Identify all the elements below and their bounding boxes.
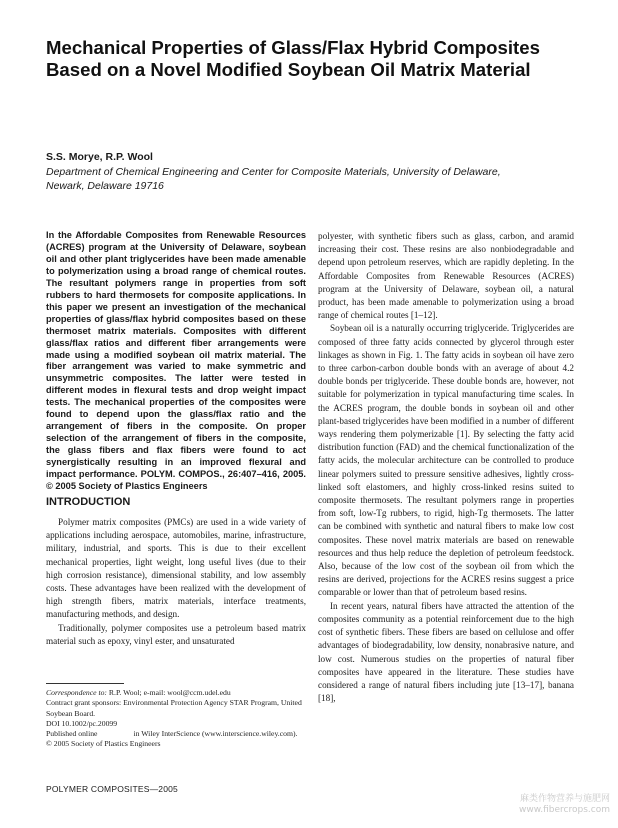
footnote-rule <box>46 683 124 684</box>
watermark <box>519 794 610 816</box>
footnote-correspondence <box>46 688 308 698</box>
article-title: Mechanical Properties of Glass/Flax Hybrid Composites Based on a Novel Modified Soybean Oil Matrix Material <box>46 37 540 80</box>
footnote-published <box>46 729 308 739</box>
running-footer: POLYMER COMPOSITES—2005 <box>46 784 178 794</box>
abstract: In the Affordable Composites from Renewable Resources (ACRES) program at the University of Delaware, soybean oil and other plant triglycerides have been made amenable to polymerization using a broad range of chemical routes. The resultant polymers range in properties from soft rubbers to hard thermosets for composite applications. In this paper we present an investigation of the mechanical properties of glass/flax hybrid composites based on these thermoset matrix materials. Composites with different glass/flax ratios and different fiber arrangements were made using a modified soybean oil matrix material. The fiber arrangement was varied to make symmetric and unsymmetric composites. The latter were tested in different modes in flexural tests and drop weight impact tests. The mechanical properties of the composites were found to depend upon the glass/flax ratio and the arrangement of fibers in the composite. On proper selection of the arrangement of fibers in the composite, the glass fibers and flax fibers were found to act synergistically resulting in an improved flexural and impact performance. POLYM. COMPOS., 26:407–416, 2005. © 2005 Society of Plastics Engineers <box>46 230 306 492</box>
abstract-column <box>46 230 306 493</box>
introduction-left-column <box>46 516 306 648</box>
intro-paragraph: Polymer matrix composites (PMCs) are used in a wide variety of applications including aerospace, automobiles, marine, infrastructure, military, industrial, and sports. This is due to their excellent mechanical properties, light weight, long useful lives (due to their high corrosion resistance), dimensional stability, and low assembly costs. These advantages have been realized with the development of high strength fibers, matrix materials, interface treatments, manufacturing methods, and design. <box>46 517 306 620</box>
intro-paragraph: In recent years, natural fibers have attracted the attention of the composites community as a potential reinforcement due to the high cost of synthetic fibers. These fibers are based on cellulose and offer advantages of biodegradability, low density, nonabrasive nature, and low cost. Numerous studies on the properties of natural fiber composites have appeared in the literature. These studies have considered a range of natural fibers including jute [13–17], banana [18], <box>318 600 574 704</box>
watermark-line-2: www.fibercrops.com <box>519 805 610 815</box>
watermark-line-1: 麻类作物营养与施肥网 <box>519 794 610 804</box>
published-label: Published online <box>46 729 98 739</box>
footnotes <box>46 688 308 750</box>
correspondence-label: Correspondence to: <box>46 688 107 697</box>
published-text: in Wiley InterScience (www.interscience.wiley.com). <box>133 729 298 739</box>
author-list: S.S. Morye, R.P. Wool <box>46 151 153 163</box>
correspondence-text: R.P. Wool; e-mail: wool@ccm.udel.edu <box>108 688 231 697</box>
author-affiliation: Department of Chemical Engineering and Center for Composite Materials, University of Delaware, Newark, Delaware 19716 <box>46 166 501 192</box>
footnote-copyright: © 2005 Society of Plastics Engineers <box>46 739 161 749</box>
introduction-right-column <box>318 230 574 705</box>
intro-paragraph: Soybean oil is a naturally occurring triglyceride. Triglycerides are composed of three fatty acids connected by glycerol through ester linkages as shown in Fig. 1. The fatty acids in soybean oil have zero to three carbon-carbon double bonds with an average of about 4.2 double bonds per triglyceride. These double bonds are, however, not suitable for polymerization in typical manufacturing time scales. In the ACRES program, the double bonds in soybean oil and other plant-based triglycerides have been modified in a number of different ways rendering them polymerizable [1]. By selecting the fatty acid distribution function (FAD) and the chemical functionalization of the fatty acids, the molecular architecture can be controlled to produce linear polymers suited to pressure sensitive adhesives, lightly cross-linked soft elastomers, and highly cross-linked resins suited to composite thermosets. The resultant polymers range in properties from soft, low-Tg rubbers, to rigid, high-Tg thermosets. The latter can be combined with synthetic and natural fibers to make low cost composites. These novel matrix materials are based on renewable resources and thus help reduce the depletion of petroleum feedstock. Also, because of the low cost of the soybean oil from which the resins are derived, projections for the ACRES resins suggest a price comparable or lower than that of petroleum based resins. <box>318 323 574 598</box>
section-heading-introduction: INTRODUCTION <box>46 496 131 508</box>
intro-paragraph: Traditionally, polymer composites use a petroleum based matrix material such as epoxy, vinyl ester, and unsaturated <box>46 622 306 646</box>
footnote-doi: DOI 10.1002/pc.20099 <box>46 718 118 728</box>
footnote-grant: Contract grant sponsors: Environmental Protection Agency STAR Program, United Soybean Board. <box>46 698 302 718</box>
intro-paragraph: polyester, with synthetic fibers such as glass, carbon, and aramid increasing their cost. These resins are also nonbiodegradable and depend upon petroleum reserves, which are rapidly depleting. In the Affordable Composites from Renewable Resources (ACRES) program at the University of Delaware, soybean oil, a natural product, has been made amenable to polymerization using a broad range of chemical routes [1–12]. <box>318 231 574 321</box>
